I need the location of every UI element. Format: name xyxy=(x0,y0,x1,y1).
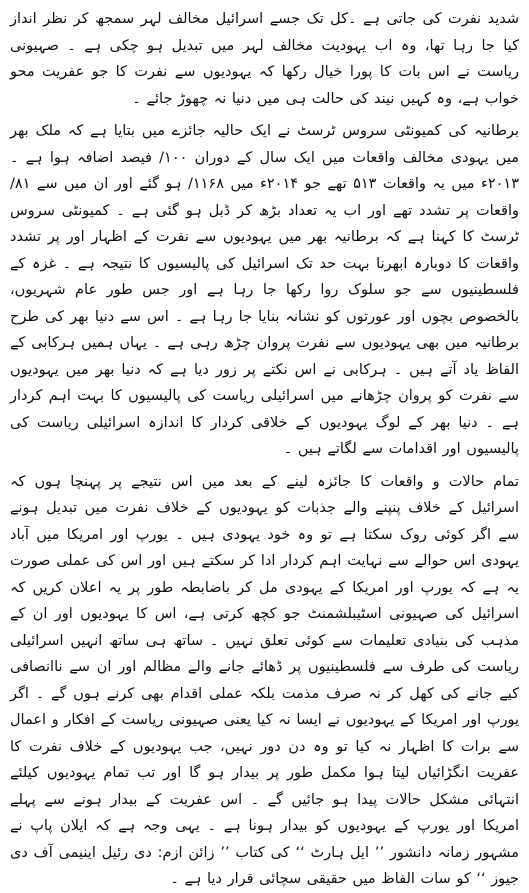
paragraph-community-trust-report: برطانیہ کی کمیونٹی سروس ٹرسٹ نے ایک حالیہ جائزے میں بتایا ہے کہ ملک بھر میں یہودی مخالف واقعات میں ایک سال کے دوران ۱۰۰/ فیصد اضافہ ہوا ہے ۔ ۲۰۱۳ء میں یہ واقعات ۵۱۳ تھے جو ۲۰۱۴ء میں ۱۱۶۸/ ہو گئے اور ان میں سے ۸۱/ واقعات پر تشدد تھے اور اب یہ تعداد بڑھ کر ڈبل ہو گئی ہے ۔ کمیونٹی سروس ٹرسٹ کا کہنا ہے کہ برطانیہ بھر میں یہودیوں سے نفرت کے اظہار اور پر تشدد واقعات کا دوبارہ ابھرنا بہت حد تک اسرائیل کی پالیسیوں کا نتیجہ ہے ۔ غزہ کے فلسطینیوں سے جو سلوک روا رکھا جا رہا ہے اور جس طور عام شہریوں، بالخصوص بچوں اور عورتوں کو نشانہ بنایا جا رہا ہے ۔ اس سے دنیا بھر کی طرح برطانیہ میں بھی یہودیوں سے نفرت پروان چڑھ رہی ہے ۔ یہاں ہمیں ہرکابی کے الفاظ یاد آتے ہیں ۔ ہرکابی نے اس نکتے پر زور دیا ہے کہ دنیا بھر میں یہودیوں سے نفرت کو پروان چڑھانے میں اسرائیلی ریاست کی پالیسیوں کا بہت اہم کردار ہے ۔ دنیا بھر کے لوگ یہودیوں کے خلاقی کردار کا اندازہ اسرائیلی ریاست کی پالیسیوں اور اقدامات سے لگاتے ہیں ۔ xyxy=(10,123,519,457)
paragraph-conclusion: تمام حالات و واقعات کا جائزہ لینے کے بعد میں اس نتیجے پر پہنچا ہوں کہ اسرائیل کے خلاف پنپنے والے جذبات کو یہودیوں کے خلاف نفرت میں تبدیل ہونے سے اگر کوئی روک سکتا ہے تو وہ خود یہودی ہیں ۔ یورپ اور امریکا میں آباد یہودی اس حوالے سے نہایت اہم کردار ادا کر سکتے ہیں اور اس کی عملی صورت یہ ہے کہ یورپ اور امریکا کے یہودی مل کر باضابطہ طور پر یہ اعلان کریں کہ اسرائیل کی صہیونی اسٹیبلشمنٹ جو کچھ کرتی ہے، اس کا یہودیوں اور ان کے مذہب کی بنیادی تعلیمات سے کوئی تعلق نہیں ۔ ساتھ ہی ساتھ انہیں اسرائیلی ریاست کی طرف سے فلسطینیوں پر ڈھائے جانے والے مظالم اور ان سے ناانصافی کیے جانے کی کھل کر نہ صرف مذمت بلکہ عملی اقدام بھی کرنے ہوں گے ۔ اگر یورپ اور امریکا کے یہودیوں نے ایسا نہ کیا یعنی صہیونی ریاست کے افکار و اعمال سے برات کا اظہار نہ کیا تو وہ دن دور نہیں، جب یہودیوں کے خلاف نفرت کا عفریت انگڑائیاں لیتا ہوا مکمل طور پر بیدار ہو گا اور تب تمام یہودیوں کیلئے انتہائی مشکل حالات پیدا ہو جائیں گے ۔ اس عفریت کے بیدار ہونے سے پہلے امریکا اور یورپ کے یہودیوں کو بیدار ہونا ہے ۔ یہی وجہ ہے کہ ایلان پاپ نے مشہور زمانہ دانشور ’’ ایل ہارٹ ‘‘ کی کتاب ’’ زائن ازم: دی رئیل اینیمی آف دی جیوز ‘‘ کو سات الفاظ میں حقیقی سچائی قرار دیا ہے ۔ xyxy=(10,473,519,887)
article-body xyxy=(10,6,519,893)
paragraph-intro: شدید نفرت کی جاتی ہے ۔کل تک جسے اسرائیل مخالف لہر سمجھ کر نظر انداز کیا جا رہا تھا، وہ اب یہودیت مخالف لہر میں تبدیل ہو چکی ہے ۔ صہیونی ریاست نے اس بات کا پورا خیال رکھا کہ یہودیوں سے نفرت کا جو عفریت محو خواب ہے، وہ کہیں نیند کی حالت ہی میں دنیا نہ چھوڑ جائے ۔ xyxy=(10,11,519,107)
